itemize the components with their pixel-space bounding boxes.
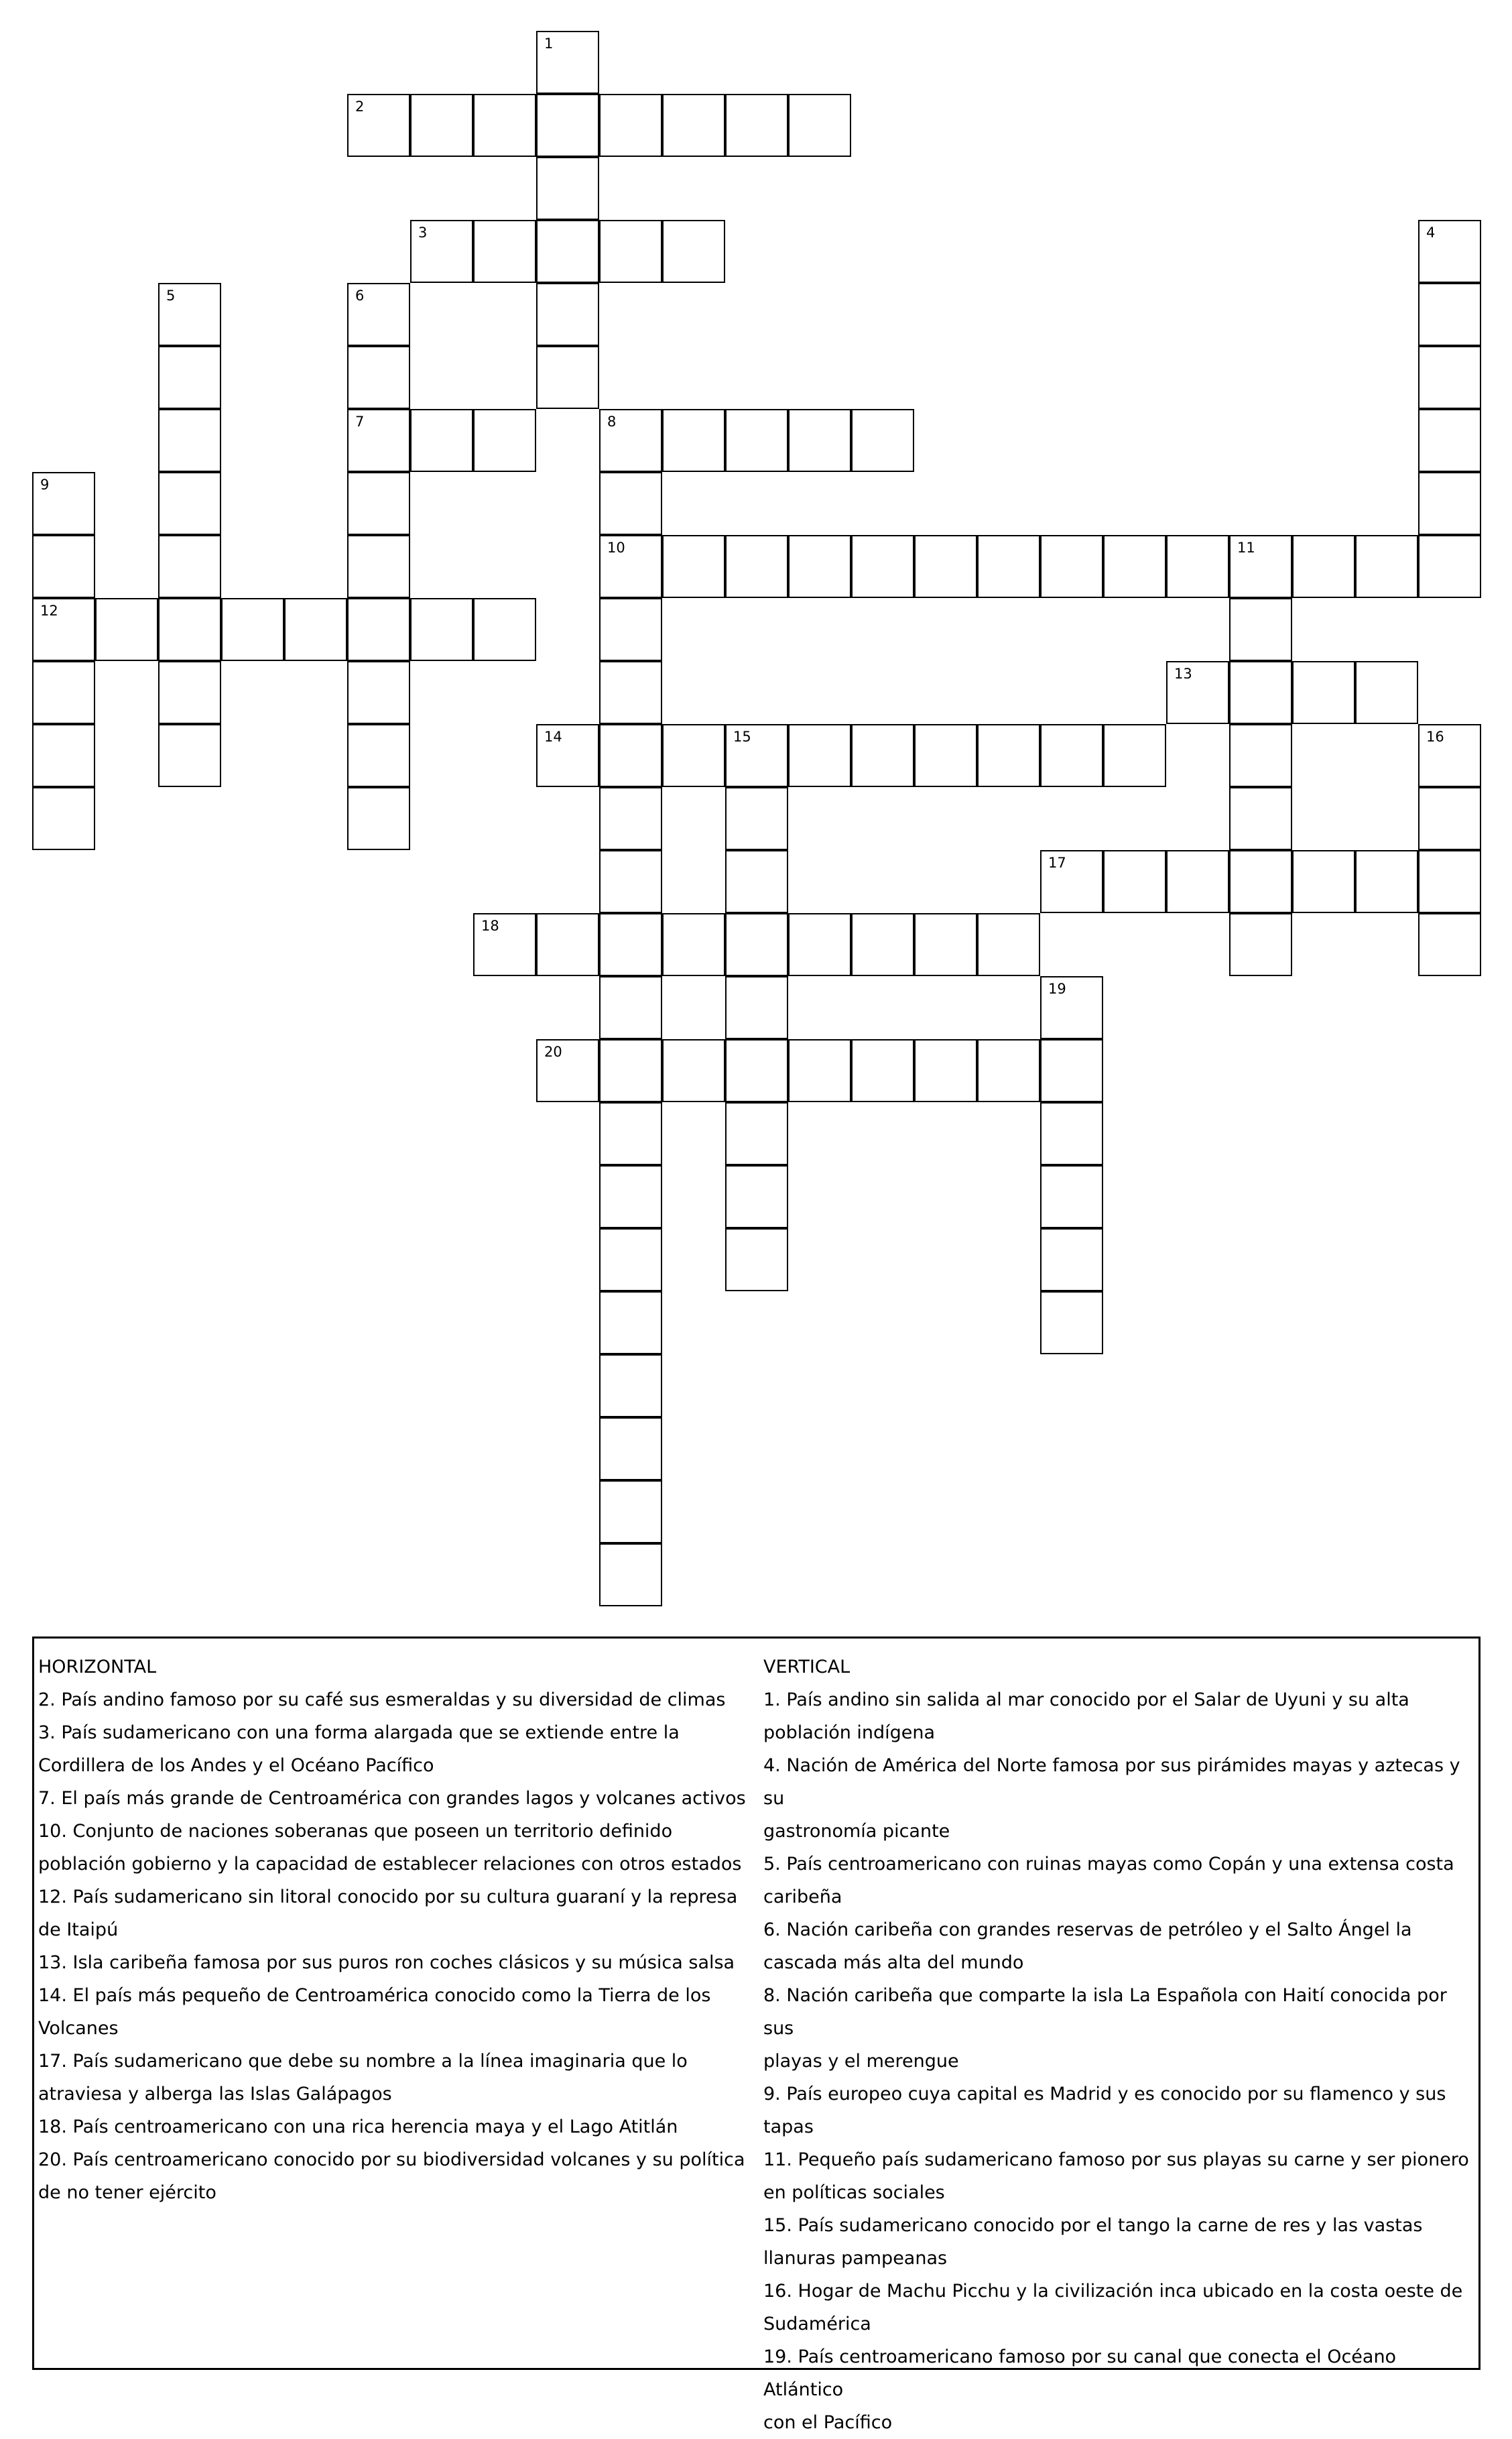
grid-cell[interactable] — [599, 1480, 662, 1543]
grid-cell[interactable] — [725, 535, 788, 598]
grid-cell[interactable] — [662, 535, 725, 598]
grid-cell[interactable] — [599, 1165, 662, 1228]
clue-line: 20. País centroamericano conocido por su biodiversidad volcanes y su política — [38, 2149, 745, 2170]
clue-line: 8. Nación caribeña que comparte la isla La Española con Haití conocida por sus — [763, 1985, 1447, 2039]
grid-cell[interactable] — [1229, 661, 1292, 724]
clue-line: playas y el merengue — [763, 2051, 959, 2072]
grid-cell[interactable] — [1292, 535, 1355, 598]
clue-line: llanuras pampeanas — [763, 2248, 948, 2269]
grid-cell[interactable] — [1166, 661, 1229, 724]
clue-number: 6 — [355, 288, 365, 304]
across-clues — [38, 1651, 749, 2209]
clue-line: 16. Hogar de Machu Picchu y la civilización inca ubicado en la costa oeste de — [763, 2281, 1463, 2302]
grid-cell[interactable] — [347, 787, 410, 850]
grid-cell[interactable] — [1103, 535, 1166, 598]
grid-cell[interactable] — [1355, 850, 1418, 913]
grid-cell[interactable] — [536, 1039, 599, 1102]
grid-cell[interactable] — [599, 409, 662, 472]
grid-cell[interactable] — [473, 598, 536, 661]
grid-cell[interactable] — [599, 787, 662, 850]
clue-number: 3 — [418, 225, 428, 241]
clue-line: cascada más alta del mundo — [763, 1952, 1024, 1973]
grid-cell[interactable] — [914, 1039, 977, 1102]
grid-cell[interactable] — [473, 220, 536, 283]
grid-cell[interactable] — [221, 598, 284, 661]
grid-cell[interactable] — [725, 850, 788, 913]
clue-number: 13 — [1174, 666, 1192, 682]
grid-cell[interactable] — [32, 472, 95, 535]
grid-cell[interactable] — [662, 724, 725, 787]
clue-line: población indígena — [763, 1722, 936, 1743]
grid-cell[interactable] — [851, 724, 914, 787]
grid-cell[interactable] — [347, 724, 410, 787]
grid-cell[interactable] — [1229, 724, 1292, 787]
grid-cell[interactable] — [158, 472, 221, 535]
grid-cell[interactable] — [599, 94, 662, 157]
grid-cell[interactable] — [1418, 787, 1481, 850]
grid-cell[interactable] — [158, 598, 221, 661]
grid-cell[interactable] — [788, 409, 851, 472]
clue-line: 2. País andino famoso por su café sus esmeraldas y su diversidad de climas — [38, 1689, 726, 1710]
clue-line: 3. País sudamericano con una forma alargada que se extiende entre la — [38, 1722, 680, 1743]
grid-cell[interactable] — [473, 409, 536, 472]
grid-cell[interactable] — [1229, 535, 1292, 598]
grid-cell[interactable] — [599, 472, 662, 535]
grid-cell[interactable] — [1355, 661, 1418, 724]
grid-cell[interactable] — [599, 535, 662, 598]
grid-cell[interactable] — [1418, 913, 1481, 976]
grid-cell[interactable] — [1418, 220, 1481, 283]
grid-cell[interactable] — [788, 913, 851, 976]
grid-cell[interactable] — [1103, 850, 1166, 913]
clue-line: caribeña — [763, 1887, 842, 1907]
grid-cell[interactable] — [914, 913, 977, 976]
grid-cell[interactable] — [788, 724, 851, 787]
grid-cell[interactable] — [725, 1102, 788, 1165]
grid-cell[interactable] — [788, 94, 851, 157]
clue-number: 16 — [1426, 729, 1444, 745]
clue-panel — [32, 1637, 1480, 2433]
clue-number: 10 — [607, 540, 625, 556]
clue-line: 6. Nación caribeña con grandes reservas de petróleo y el Salto Ángel la — [763, 1919, 1412, 1940]
clue-number: 9 — [40, 477, 50, 493]
grid-cell[interactable] — [599, 1417, 662, 1480]
grid-cell[interactable] — [725, 1039, 788, 1102]
clue-number: 15 — [733, 729, 751, 745]
grid-cell[interactable] — [977, 913, 1040, 976]
grid-cell[interactable] — [725, 94, 788, 157]
clue-line: de no tener ejército — [38, 2182, 216, 2203]
clue-number: 4 — [1426, 225, 1436, 241]
grid-cell[interactable] — [158, 661, 221, 724]
clue-line: 14. El país más pequeño de Centroamérica conocido como la Tierra de los — [38, 1985, 711, 2006]
clue-line: Sudamérica — [763, 2314, 871, 2334]
grid-cell[interactable] — [32, 724, 95, 787]
grid-cell[interactable] — [1040, 850, 1103, 913]
grid-cell[interactable] — [788, 535, 851, 598]
grid-cell[interactable] — [725, 1165, 788, 1228]
grid-cell[interactable] — [1103, 724, 1166, 787]
clue-line: 19. País centroamericano famoso por su canal que conecta el Océano Atlántico — [763, 2346, 1397, 2400]
grid-cell[interactable] — [662, 1039, 725, 1102]
clue-line: población gobierno y la capacidad de establecer relaciones con otros estados — [38, 1854, 742, 1875]
grid-cell[interactable] — [851, 1039, 914, 1102]
grid-cell[interactable] — [32, 661, 95, 724]
down-heading: VERTICAL — [763, 1657, 850, 1677]
grid-cell[interactable] — [158, 409, 221, 472]
grid-cell[interactable] — [347, 409, 410, 472]
grid-cell[interactable] — [1418, 409, 1481, 472]
grid-cell[interactable] — [1418, 472, 1481, 535]
grid-cell[interactable] — [536, 346, 599, 409]
grid-cell[interactable] — [599, 1228, 662, 1291]
grid-cell[interactable] — [914, 535, 977, 598]
clue-line: 11. Pequeño país sudamericano famoso por sus playas su carne y ser pionero — [763, 2149, 1469, 2170]
grid-cell[interactable] — [347, 598, 410, 661]
grid-cell[interactable] — [1229, 787, 1292, 850]
grid-cell[interactable] — [599, 598, 662, 661]
down-clues — [763, 1651, 1474, 2439]
grid-cell[interactable] — [347, 346, 410, 409]
grid-cell[interactable] — [977, 1039, 1040, 1102]
grid-cell[interactable] — [1292, 850, 1355, 913]
grid-cell[interactable] — [1166, 535, 1229, 598]
clue-line: de Itaipú — [38, 1919, 119, 1940]
grid-cell[interactable] — [1229, 850, 1292, 913]
grid-cell[interactable] — [410, 220, 473, 283]
clue-line: en políticas sociales — [763, 2182, 945, 2203]
clue-line: 9. País europeo cuya capital es Madrid y es conocido por su flamenco y sus — [763, 2084, 1446, 2104]
grid-cell[interactable] — [1229, 913, 1292, 976]
across-heading: HORIZONTAL — [38, 1657, 157, 1677]
grid-cell[interactable] — [851, 535, 914, 598]
grid-cell[interactable] — [725, 913, 788, 976]
grid-cell[interactable] — [410, 94, 473, 157]
grid-cell[interactable] — [1418, 850, 1481, 913]
grid-cell[interactable] — [536, 94, 599, 157]
grid-cell[interactable] — [1229, 598, 1292, 661]
grid-cell[interactable] — [347, 94, 410, 157]
clue-number: 12 — [40, 603, 58, 619]
grid-cell[interactable] — [662, 94, 725, 157]
grid-cell[interactable] — [410, 409, 473, 472]
grid-cell[interactable] — [473, 94, 536, 157]
grid-cell[interactable] — [32, 535, 95, 598]
grid-cell[interactable] — [599, 724, 662, 787]
grid-cell[interactable] — [1040, 1039, 1103, 1102]
grid-cell[interactable] — [536, 283, 599, 346]
grid-cell[interactable] — [1040, 1102, 1103, 1165]
clue-number: 14 — [544, 729, 562, 745]
grid-cell[interactable] — [599, 661, 662, 724]
clue-number: 2 — [355, 99, 365, 115]
clue-line: con el Pacífico — [763, 2412, 893, 2433]
grid-cell[interactable] — [725, 1228, 788, 1291]
grid-cell[interactable] — [599, 1039, 662, 1102]
clue-line: atraviesa y alberga las Islas Galápagos — [38, 2084, 392, 2104]
grid-cell[interactable] — [977, 724, 1040, 787]
grid-cell[interactable] — [284, 598, 347, 661]
clue-line: tapas — [763, 2117, 814, 2137]
clue-number: 19 — [1048, 981, 1066, 997]
grid-cell[interactable] — [599, 976, 662, 1039]
clue-line: 18. País centroamericano con una rica herencia maya y el Lago Atitlán — [38, 2117, 678, 2137]
grid-cell[interactable] — [32, 787, 95, 850]
grid-cell[interactable] — [1355, 535, 1418, 598]
clue-line: 12. País sudamericano sin litoral conocido por su cultura guaraní y la represa — [38, 1887, 738, 1907]
grid-cell[interactable] — [599, 913, 662, 976]
grid-cell[interactable] — [158, 724, 221, 787]
grid-cell[interactable] — [536, 913, 599, 976]
grid-cell[interactable] — [851, 409, 914, 472]
grid-cell[interactable] — [158, 535, 221, 598]
grid-cell[interactable] — [662, 913, 725, 976]
clue-line: 17. País sudamericano que debe su nombre a la línea imaginaria que lo — [38, 2051, 688, 2072]
grid-cell[interactable] — [1418, 724, 1481, 787]
clue-line: 1. País andino sin salida al mar conocido por el Salar de Uyuni y su alta — [763, 1689, 1409, 1710]
grid-cell[interactable] — [914, 724, 977, 787]
clue-number: 18 — [481, 918, 499, 934]
grid-cell[interactable] — [347, 283, 410, 346]
grid-cell[interactable] — [599, 850, 662, 913]
grid-cell[interactable] — [1418, 346, 1481, 409]
grid-cell[interactable] — [95, 598, 158, 661]
grid-cell[interactable] — [1166, 850, 1229, 913]
clue-number: 1 — [544, 36, 554, 52]
grid-cell[interactable] — [1040, 1228, 1103, 1291]
grid-cell[interactable] — [536, 220, 599, 283]
grid-cell[interactable] — [725, 787, 788, 850]
grid-cell[interactable] — [725, 724, 788, 787]
clue-line: 10. Conjunto de naciones soberanas que poseen un territorio definido — [38, 1821, 673, 1842]
grid-cell[interactable] — [473, 913, 536, 976]
clue-number: 11 — [1237, 540, 1255, 556]
grid-cell[interactable] — [788, 1039, 851, 1102]
grid-cell[interactable] — [662, 220, 725, 283]
clue-line: Volcanes — [38, 2018, 119, 2039]
clue-line: 7. El país más grande de Centroamérica con grandes lagos y volcanes activos — [38, 1788, 746, 1809]
grid-cell[interactable] — [599, 1291, 662, 1354]
grid-cell[interactable] — [1040, 1291, 1103, 1354]
grid-cell[interactable] — [977, 535, 1040, 598]
grid-cell[interactable] — [1292, 661, 1355, 724]
grid-cell[interactable] — [410, 598, 473, 661]
grid-cell[interactable] — [1418, 283, 1481, 346]
grid-cell[interactable] — [536, 724, 599, 787]
grid-cell[interactable] — [599, 1543, 662, 1606]
down-clue-list — [763, 1683, 1474, 2439]
clue-line: 5. País centroamericano con ruinas mayas como Copán y una extensa costa — [763, 1854, 1454, 1875]
grid-cell[interactable] — [851, 913, 914, 976]
across-clue-list — [38, 1683, 749, 2209]
grid-cell[interactable] — [158, 346, 221, 409]
grid-cell[interactable] — [158, 283, 221, 346]
grid-cell[interactable] — [536, 157, 599, 220]
grid-cell[interactable] — [599, 1102, 662, 1165]
grid-cell[interactable] — [347, 472, 410, 535]
grid-cell[interactable] — [1040, 1165, 1103, 1228]
grid-cell[interactable] — [599, 220, 662, 283]
grid-cell[interactable] — [536, 31, 599, 94]
clue-line: gastronomía picante — [763, 1821, 950, 1842]
grid-cell[interactable] — [32, 598, 95, 661]
grid-cell[interactable] — [1040, 976, 1103, 1039]
clue-number: 17 — [1048, 855, 1066, 871]
clue-number: 5 — [166, 288, 176, 304]
grid-cell[interactable] — [1040, 535, 1103, 598]
grid-cell[interactable] — [1040, 724, 1103, 787]
clue-number: 7 — [355, 414, 365, 430]
grid-cell[interactable] — [599, 1354, 662, 1417]
grid-cell[interactable] — [725, 976, 788, 1039]
clue-line: 13. Isla caribeña famosa por sus puros ron coches clásicos y su música salsa — [38, 1952, 735, 1973]
clue-line: 4. Nación de América del Norte famosa por sus pirámides mayas y aztecas y su — [763, 1755, 1460, 1809]
grid-cell[interactable] — [347, 535, 410, 598]
grid-cell[interactable] — [347, 661, 410, 724]
clue-number: 20 — [544, 1044, 562, 1060]
clue-line: Cordillera de los Andes y el Océano Pacífico — [38, 1755, 434, 1776]
grid-cell[interactable] — [662, 409, 725, 472]
clue-number: 8 — [607, 414, 617, 430]
clue-line: 15. País sudamericano conocido por el tango la carne de res y las vastas — [763, 2215, 1423, 2236]
grid-cell[interactable] — [725, 409, 788, 472]
grid-cell[interactable] — [1418, 535, 1481, 598]
